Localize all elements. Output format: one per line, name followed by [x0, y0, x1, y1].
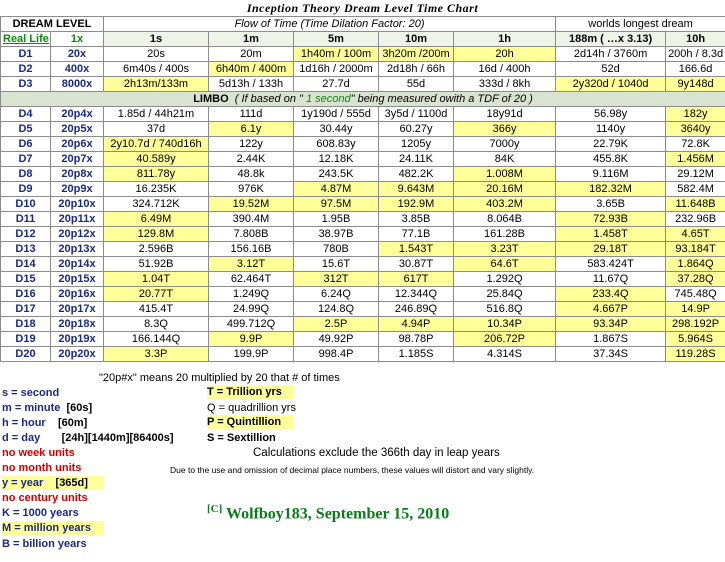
time-cell: 56.98y: [556, 107, 666, 122]
time-cell: 608.83y: [294, 137, 379, 152]
time-cell: 29.12M: [666, 167, 725, 182]
dream-level-row: [1, 137, 725, 152]
time-cell: 8.064B: [454, 212, 556, 227]
column-header: 1s: [104, 32, 209, 47]
real-life-label: Real Life: [1, 32, 51, 47]
time-cell: 2h13m/133m: [104, 77, 209, 92]
time-cell: 60.27y: [379, 122, 454, 137]
time-cell: 166.144Q: [104, 332, 209, 347]
level-label: D10: [1, 197, 51, 212]
dream-level-row: [1, 332, 725, 347]
time-cell: 11.648B: [666, 197, 725, 212]
time-cell: 366y: [454, 122, 556, 137]
time-cell: 111d: [209, 107, 294, 122]
time-cell: 9.116M: [556, 167, 666, 182]
level-label: D4: [1, 107, 51, 122]
legend-thousand: K = 1000 years: [2, 507, 79, 519]
level-factor: 20p8x: [51, 167, 104, 182]
legend-year: y = year [365d]: [2, 476, 104, 490]
time-cell: 52d: [556, 62, 666, 77]
time-cell: 25.84Q: [454, 287, 556, 302]
level-label: D17: [1, 302, 51, 317]
legend-day: d = day [24h][1440m][86400s]: [2, 432, 174, 444]
level-label: D5: [1, 122, 51, 137]
time-cell: 199.9P: [209, 347, 294, 362]
time-cell: 84K: [454, 152, 556, 167]
dream-level-row: [1, 347, 725, 362]
dream-level-row: [1, 287, 725, 302]
real-life-factor: 1x: [51, 32, 104, 47]
time-cell: 27.7d: [294, 77, 379, 92]
time-cell: 72.93B: [556, 212, 666, 227]
column-header: 1m: [209, 32, 294, 47]
time-cell: 499.712Q: [209, 317, 294, 332]
time-cell: 24.99Q: [209, 302, 294, 317]
dream-level-row: [1, 62, 725, 77]
level-factor: 20p5x: [51, 122, 104, 137]
time-cell: 16d / 400h: [454, 62, 556, 77]
time-cell: 5d13h / 133h: [209, 77, 294, 92]
time-cell: 9.643M: [379, 182, 454, 197]
legend-quadrillion: Q = quadrillion yrs: [207, 402, 296, 414]
time-cell: 455.8K: [556, 152, 666, 167]
time-cell: 1.458T: [556, 227, 666, 242]
time-cell: 64.6T: [454, 257, 556, 272]
level-factor: 20p12x: [51, 227, 104, 242]
time-cell: 10.34P: [454, 317, 556, 332]
level-factor: 20p18x: [51, 317, 104, 332]
time-cell: 780B: [294, 242, 379, 257]
time-cell: 998.4P: [294, 347, 379, 362]
time-cell: 8.3Q: [104, 317, 209, 332]
time-cell: 7000y: [454, 137, 556, 152]
limbo-row: [1, 92, 725, 107]
dream-level-row: [1, 302, 725, 317]
time-cell: 12.18K: [294, 152, 379, 167]
time-cell: 192.9M: [379, 197, 454, 212]
dream-level-row: [1, 77, 725, 92]
time-cell: 93.184T: [666, 242, 725, 257]
level-factor: 20x: [51, 47, 104, 62]
column-header: 188m ( …x 3.13): [556, 32, 666, 47]
time-cell: 232.96B: [666, 212, 725, 227]
time-cell: 1.864Q: [666, 257, 725, 272]
level-factor: 20p15x: [51, 272, 104, 287]
level-label: D18: [1, 317, 51, 332]
legend-no-century: no century units: [2, 492, 88, 504]
time-cell: 38.97B: [294, 227, 379, 242]
time-cell: 18y91d: [454, 107, 556, 122]
header-row: [1, 17, 725, 32]
time-cell: 11.67Q: [556, 272, 666, 287]
time-cell: 22.79K: [556, 137, 666, 152]
legend-sextillion: S = Sextillion: [207, 432, 276, 444]
time-cell: 1d16h / 2000m: [294, 62, 379, 77]
time-cell: 30.87T: [379, 257, 454, 272]
time-cell: 3.23T: [454, 242, 556, 257]
level-factor: 20p17x: [51, 302, 104, 317]
level-label: D15: [1, 272, 51, 287]
time-cell: 582.4M: [666, 182, 725, 197]
time-cell: 4.87M: [294, 182, 379, 197]
leap-year-note: Calculations exclude the 366th day in leap years: [253, 447, 500, 459]
time-cell: 6.1y: [209, 122, 294, 137]
time-cell: 37d: [104, 122, 209, 137]
time-cell: 1.292Q: [454, 272, 556, 287]
legend-no-week: no week units: [2, 447, 75, 459]
dream-level-row: [1, 272, 725, 287]
power-note: "20p#x" means 20 multiplied by 20 that # of times: [99, 372, 340, 384]
time-cell: 1205y: [379, 137, 454, 152]
dream-level-row: [1, 167, 725, 182]
time-cell: 583.424T: [556, 257, 666, 272]
time-cell: 30.44y: [294, 122, 379, 137]
flow-of-time-header: Flow of Time (Time Dilation Factor: 20): [104, 17, 556, 32]
time-cell: 1.85d / 44h21m: [104, 107, 209, 122]
time-cell: 20.77T: [104, 287, 209, 302]
time-cell: 16.235K: [104, 182, 209, 197]
time-cell: 745.48Q: [666, 287, 725, 302]
column-header: 10m: [379, 32, 454, 47]
time-cell: 24.11K: [379, 152, 454, 167]
time-cell: 1.543T: [379, 242, 454, 257]
time-cell: 617T: [379, 272, 454, 287]
time-cell: 182y: [666, 107, 725, 122]
level-factor: 20p4x: [51, 107, 104, 122]
time-cell: 298.192P: [666, 317, 725, 332]
legend-trillion: T = Trillion yrs: [207, 385, 293, 399]
level-factor: 20p6x: [51, 137, 104, 152]
time-cell: 415.4T: [104, 302, 209, 317]
time-cell: 482.2K: [379, 167, 454, 182]
time-cell: 3h20m /200m: [379, 47, 454, 62]
level-label: D13: [1, 242, 51, 257]
time-cell: 14.9P: [666, 302, 725, 317]
time-cell: 98.78P: [379, 332, 454, 347]
time-cell: 2y10.7d / 740d16h: [104, 137, 209, 152]
time-cell: 9.9P: [209, 332, 294, 347]
time-cell: 243.5K: [294, 167, 379, 182]
time-cell: 29.18T: [556, 242, 666, 257]
time-cell: 3y5d / 1100d: [379, 107, 454, 122]
level-factor: 20p7x: [51, 152, 104, 167]
time-cell: 15.6T: [294, 257, 379, 272]
column-header: 5m: [294, 32, 379, 47]
column-header: 1h: [454, 32, 556, 47]
level-factor: 20p10x: [51, 197, 104, 212]
chart-title: Inception Theory Dream Level Time Chart: [246, 1, 479, 15]
time-cell: 51.92B: [104, 257, 209, 272]
time-cell: 6.49M: [104, 212, 209, 227]
time-cell: 1.185S: [379, 347, 454, 362]
legend-hour: h = hour [60m]: [2, 417, 88, 429]
legend-minute: m = minute [60s]: [2, 402, 93, 414]
dream-level-row: [1, 227, 725, 242]
time-cell: 390.4M: [209, 212, 294, 227]
dream-level-row: [1, 122, 725, 137]
level-factor: 20p11x: [51, 212, 104, 227]
time-cell: 324.712K: [104, 197, 209, 212]
time-cell: 1.95B: [294, 212, 379, 227]
time-cell: 20.16M: [454, 182, 556, 197]
time-cell: 4.65T: [666, 227, 725, 242]
decimal-note: Due to the use and omission of decimal place numbers, these values will distort and vary slightly.: [170, 465, 535, 475]
dream-level-row: [1, 317, 725, 332]
time-cell: 4.667P: [556, 302, 666, 317]
dream-level-header: DREAM LEVEL: [1, 17, 104, 32]
limbo-header: LIMBO ( If based on " 1 second" being measured owith a TDF of 20 ): [1, 92, 725, 107]
level-label: D16: [1, 287, 51, 302]
time-cell: 3.12T: [209, 257, 294, 272]
time-cell: 516.8Q: [454, 302, 556, 317]
time-cell: 811.78y: [104, 167, 209, 182]
time-cell: 77.1B: [379, 227, 454, 242]
time-cell: 4.314S: [454, 347, 556, 362]
time-cell: 2.5P: [294, 317, 379, 332]
time-cell: 19.52M: [209, 197, 294, 212]
time-cell: 1.867S: [556, 332, 666, 347]
time-cell: 2y320d / 1040d: [556, 77, 666, 92]
time-cell: 161.28B: [454, 227, 556, 242]
longest-dream-header: worlds longest dream: [556, 17, 725, 32]
time-cell: 2.596B: [104, 242, 209, 257]
level-label: D20: [1, 347, 51, 362]
time-cell: 93.34P: [556, 317, 666, 332]
level-label: D8: [1, 167, 51, 182]
time-cell: 7.808B: [209, 227, 294, 242]
time-cell: 40.589y: [104, 152, 209, 167]
time-cell: 1140y: [556, 122, 666, 137]
time-cell: 48.8k: [209, 167, 294, 182]
level-factor: 20p16x: [51, 287, 104, 302]
legend-second: s = second: [2, 387, 60, 399]
time-cell: 129.8M: [104, 227, 209, 242]
time-cell: 3640y: [666, 122, 725, 137]
time-cell: 124.8Q: [294, 302, 379, 317]
time-cell: 200h / 8.3d: [666, 47, 725, 62]
level-factor: 20p14x: [51, 257, 104, 272]
level-label: D9: [1, 182, 51, 197]
legend-quintillion: P = Quintillion: [207, 415, 293, 429]
time-cell: 1.04T: [104, 272, 209, 287]
dream-level-row: [1, 107, 725, 122]
level-label: D14: [1, 257, 51, 272]
level-factor: 20p9x: [51, 182, 104, 197]
time-cell: 1.008M: [454, 167, 556, 182]
time-cell: 166.6d: [666, 62, 725, 77]
time-cell: 37.34S: [556, 347, 666, 362]
time-cell: 55d: [379, 77, 454, 92]
time-cell: 20m: [209, 47, 294, 62]
dream-level-row: [1, 152, 725, 167]
time-cell: 6.24Q: [294, 287, 379, 302]
time-cell: 246.89Q: [379, 302, 454, 317]
time-cell: 1h40m / 100m: [294, 47, 379, 62]
time-cell: 206.72P: [454, 332, 556, 347]
time-cell: 233.4Q: [556, 287, 666, 302]
dream-level-row: [1, 257, 725, 272]
time-cell: 12.344Q: [379, 287, 454, 302]
dream-level-row: [1, 47, 725, 62]
time-cell: 49.92P: [294, 332, 379, 347]
level-label: D1: [1, 47, 51, 62]
time-cell: 1.249Q: [209, 287, 294, 302]
time-cell: 182.32M: [556, 182, 666, 197]
level-factor: 8000x: [51, 77, 104, 92]
time-cell: 6h40m / 400m: [209, 62, 294, 77]
time-cell: 2d14h / 3760m: [556, 47, 666, 62]
time-cell: 403.2M: [454, 197, 556, 212]
time-cell: 156.16B: [209, 242, 294, 257]
level-label: D12: [1, 227, 51, 242]
level-factor: 20p13x: [51, 242, 104, 257]
time-cell: 1y190d / 555d: [294, 107, 379, 122]
time-cell: 62.464T: [209, 272, 294, 287]
dream-level-row: [1, 242, 725, 257]
legend-million: M = million years: [2, 521, 104, 535]
dream-level-row: [1, 197, 725, 212]
level-label: D7: [1, 152, 51, 167]
signature: [C] Wolfboy183, September 15, 2010: [207, 503, 450, 523]
time-cell: 2d18h / 66h: [379, 62, 454, 77]
legend-billion: B = billion years: [2, 538, 87, 550]
time-cell: 122y: [209, 137, 294, 152]
time-cell: 9y148d: [666, 77, 725, 92]
dream-level-row: [1, 182, 725, 197]
time-cell: 20h: [454, 47, 556, 62]
time-cell: 333d / 8kh: [454, 77, 556, 92]
level-label: D11: [1, 212, 51, 227]
time-cell: 37.28Q: [666, 272, 725, 287]
level-label: D19: [1, 332, 51, 347]
legend-no-month: no month units: [2, 462, 82, 474]
level-factor: 20p19x: [51, 332, 104, 347]
level-label: D6: [1, 137, 51, 152]
time-cell: 2.44K: [209, 152, 294, 167]
time-cell: 1.456M: [666, 152, 725, 167]
time-cell: 72.8K: [666, 137, 725, 152]
time-cell: 6m40s / 400s: [104, 62, 209, 77]
time-cell: 4.94P: [379, 317, 454, 332]
time-chart-table: [0, 16, 725, 362]
level-factor: 20p20x: [51, 347, 104, 362]
real-life-row: [1, 32, 725, 47]
time-cell: 312T: [294, 272, 379, 287]
time-cell: 5.964S: [666, 332, 725, 347]
level-label: D2: [1, 62, 51, 77]
time-cell: 97.5M: [294, 197, 379, 212]
column-header: 10h: [666, 32, 725, 47]
time-cell: 20s: [104, 47, 209, 62]
dream-level-row: [1, 212, 725, 227]
time-cell: 3.65B: [556, 197, 666, 212]
level-factor: 400x: [51, 62, 104, 77]
time-cell: 976K: [209, 182, 294, 197]
time-cell: 3.85B: [379, 212, 454, 227]
time-cell: 3.3P: [104, 347, 209, 362]
level-label: D3: [1, 77, 51, 92]
time-cell: 119.28S: [666, 347, 725, 362]
